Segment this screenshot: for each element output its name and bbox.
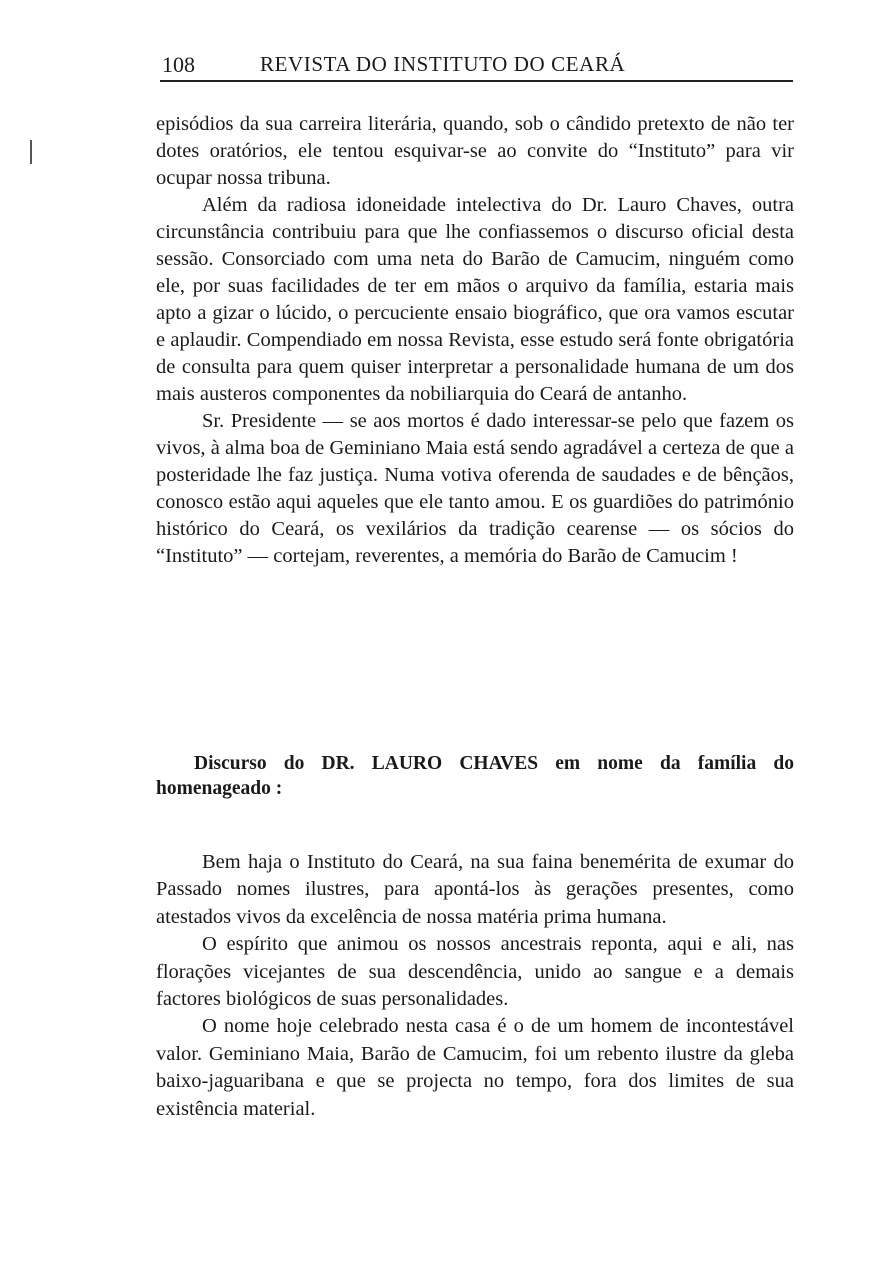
- page-header: [160, 50, 793, 82]
- paragraph: episódios da sua carreira literária, quando, sob o cândido pretexto de não ter dotes oratórios, ele tentou esquivar-se ao convite do “Instituto” para vir ocupar nossa tribuna.: [156, 113, 794, 189]
- section-heading: Discurso do DR. LAURO CHAVES em nome da família do homenageado :: [156, 753, 794, 799]
- top-text-block: [156, 111, 794, 570]
- paragraph: Além da radiosa idoneidade intelectiva do Dr. Lauro Chaves, outra circunstância contribuiu para que lhe confiassemos o discurso oficial desta sessão. Consorciado com uma neta do Barão de Camucim, ninguém como ele, por suas facilidades de ter em mãos o arquivo da família, estaria mais apto a gizar o lúcido, o percuciente ensaio biográfico, que ora vamos escutar e aplaudir. Compendiado em nossa Revista, esse estudo será fonte obrigatória de consulta para quem quiser interpretar a personalidade humana de um dos mais austeros componentes da nobiliarquia do Ceará de antanho.: [156, 194, 794, 405]
- margin-mark: [30, 140, 32, 164]
- page-number: 108: [162, 52, 195, 77]
- paragraph: O espírito que animou os nossos ancestrais reponta, aqui e ali, nas florações vicejantes de sua descendência, unido ao sangue e a demais factores biológicos de suas personalidades.: [156, 933, 794, 1011]
- paragraph: O nome hoje celebrado nesta casa é o de um homem de incontestável valor. Geminiano Maia, Barão de Camucim, foi um rebento ilustre da gleba baixo-jaguaribana e que se projecta no tempo, fora dos limites de sua existência material.: [156, 1015, 794, 1120]
- paragraph: Sr. Presidente — se aos mortos é dado interessar-se pelo que fazem os vivos, à alma boa de Geminiano Maia está sendo agradável a certeza de que a posteridade lhe faz justiça. Numa votiva oferenda de saudades e de bênçãos, conosco estão aqui aqueles que ele tanto amou. E os guardiões do património histórico do Ceará, os vexilários da tradição cearense — os sócios do “Instituto” — cortejam, reverentes, a memória do Barão de Camucim !: [156, 410, 794, 567]
- bottom-text-block: [156, 849, 794, 1123]
- running-title: REVISTA DO INSTITUTO DO CEARÁ: [260, 52, 626, 76]
- paragraph: Bem haja o Instituto do Ceará, na sua faina benemérita de exumar do Passado nomes ilustres, para apontá-los às gerações presentes, como atestados vivos da excelência de nossa matéria prima humana.: [156, 851, 794, 928]
